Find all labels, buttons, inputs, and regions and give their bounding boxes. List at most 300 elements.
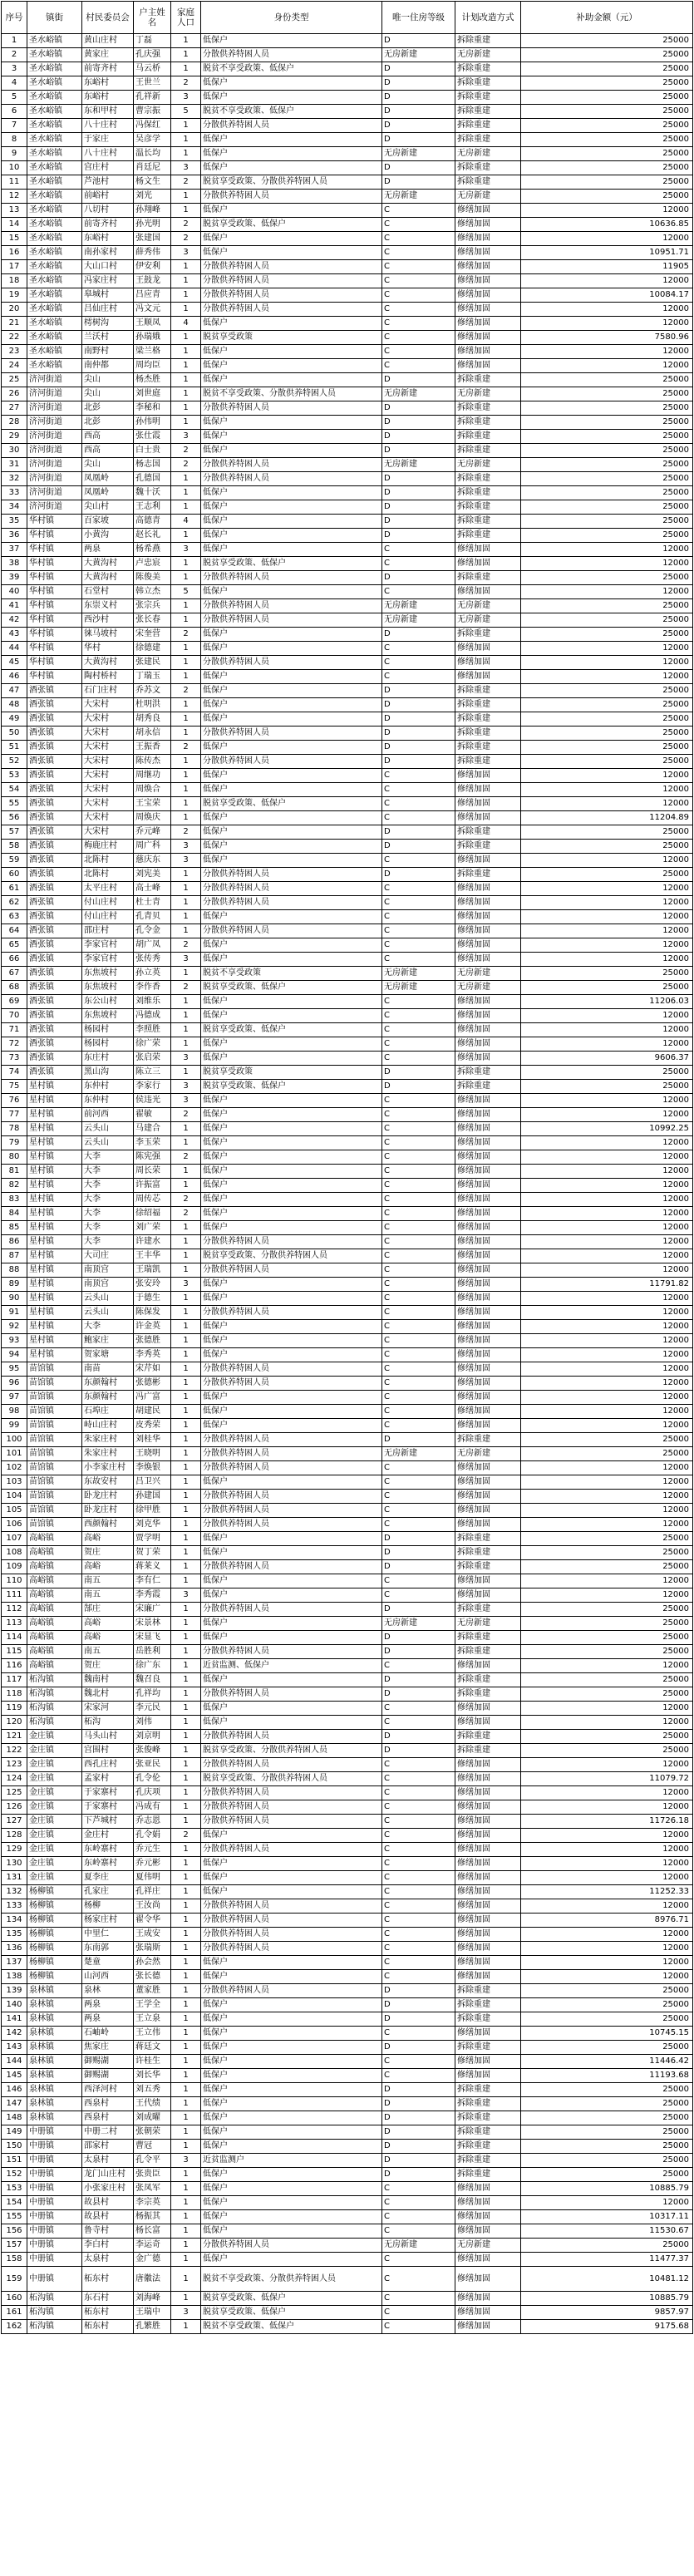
- family-size-cell: 1: [171, 656, 201, 670]
- identity-type-cell: 低保户: [201, 359, 382, 373]
- subsidy-amount-cell: 25000: [521, 1687, 693, 1702]
- town-cell: 金庄镇: [27, 1800, 82, 1815]
- village-cell: 八十庄村: [82, 147, 134, 161]
- village-cell: 龙门山庄村: [82, 2168, 134, 2182]
- family-size-cell: 1: [171, 1645, 201, 1659]
- town-cell: 酒张镇: [27, 868, 82, 882]
- table-row: [2, 882, 693, 896]
- family-size-cell: 2: [171, 741, 201, 755]
- table-row: [2, 345, 693, 359]
- table-row: [2, 1306, 693, 1320]
- town-cell: 华村镇: [27, 628, 82, 642]
- family-size-cell: 1: [171, 2224, 201, 2239]
- row-number: 75: [2, 1080, 27, 1094]
- subsidy-amount-cell: 12000: [521, 1588, 693, 1603]
- housing-grade-cell: C: [382, 331, 455, 345]
- row-number: 24: [2, 359, 27, 373]
- town-cell: 杨柳镇: [27, 1885, 82, 1899]
- renovation-method-cell: 修缮加固: [455, 1249, 521, 1263]
- identity-type-cell: 低保户: [201, 825, 382, 840]
- subsidy-amount-cell: 10636.85: [521, 218, 693, 232]
- village-cell: 杨园村: [82, 1037, 134, 1052]
- family-size-cell: 1: [171, 416, 201, 430]
- subsidy-amount-cell: 11193.68: [521, 2069, 693, 2083]
- renovation-method-cell: 修缮加固: [455, 557, 521, 571]
- identity-type-cell: 低保户: [201, 1320, 382, 1334]
- row-number: 33: [2, 486, 27, 500]
- identity-type-cell: 分散供养特困人员: [201, 472, 382, 486]
- row-number: 132: [2, 1885, 27, 1899]
- row-number: 48: [2, 698, 27, 712]
- table-row: [2, 2210, 693, 2224]
- householder-cell: 杜士青: [134, 896, 171, 910]
- row-number: 97: [2, 1391, 27, 1405]
- householder-cell: 宋芹如: [134, 1362, 171, 1377]
- householder-cell: 薛秀伟: [134, 246, 171, 260]
- subsidy-amount-cell: 25000: [521, 1546, 693, 1560]
- householder-cell: 宋景林: [134, 1617, 171, 1631]
- table-row: [2, 953, 693, 967]
- renovation-method-cell: 拆除重建: [455, 1631, 521, 1645]
- subsidy-amount-cell: 25000: [521, 515, 693, 529]
- housing-grade-cell: C: [382, 910, 455, 924]
- table-row: [2, 1829, 693, 1843]
- town-cell: 圣水峪镇: [27, 218, 82, 232]
- householder-cell: 王鼓龙: [134, 274, 171, 288]
- householder-cell: 张贵臣: [134, 2168, 171, 2182]
- family-size-cell: 1: [171, 190, 201, 204]
- householder-cell: 杨长富: [134, 2224, 171, 2239]
- householder-cell: 吴彦学: [134, 133, 171, 147]
- row-number: 105: [2, 1504, 27, 1518]
- header-town: 镇街: [27, 2, 82, 34]
- row-number: 61: [2, 882, 27, 896]
- subsidy-amount-cell: 12000: [521, 924, 693, 938]
- row-number: 60: [2, 868, 27, 882]
- identity-type-cell: 分散供养特困人员: [201, 1447, 382, 1461]
- row-number: 134: [2, 1914, 27, 1928]
- village-cell: 东颜翰村: [82, 1377, 134, 1391]
- identity-type-cell: 低保户: [201, 783, 382, 797]
- subsidy-amount-cell: 12000: [521, 1419, 693, 1433]
- town-cell: 酒张镇: [27, 783, 82, 797]
- table-row: [2, 642, 693, 656]
- subsidy-amount-cell: 25000: [521, 486, 693, 500]
- identity-type-cell: 低保户: [201, 1871, 382, 1885]
- family-size-cell: 1: [171, 755, 201, 769]
- town-cell: 华村镇: [27, 585, 82, 599]
- row-number: 64: [2, 924, 27, 938]
- identity-type-cell: 低保户: [201, 628, 382, 642]
- row-number: 12: [2, 190, 27, 204]
- subsidy-amount-cell: 12000: [521, 1235, 693, 1249]
- family-size-cell: 2: [171, 1829, 201, 1843]
- housing-grade-cell: C: [382, 953, 455, 967]
- row-number: 112: [2, 1603, 27, 1617]
- row-number: 100: [2, 1433, 27, 1447]
- row-number: 126: [2, 1800, 27, 1815]
- subsidy-amount-cell: 25000: [521, 48, 693, 62]
- town-cell: 酒张镇: [27, 1037, 82, 1052]
- family-size-cell: 1: [171, 882, 201, 896]
- subsidy-amount-cell: 25000: [521, 1984, 693, 1998]
- housing-grade-cell: C: [382, 585, 455, 599]
- village-cell: 东焦坡村: [82, 967, 134, 981]
- housing-grade-cell: 无房新建: [382, 458, 455, 472]
- identity-type-cell: 脱贫享受政策、低保户: [201, 981, 382, 995]
- identity-type-cell: 低保户: [201, 2125, 382, 2140]
- village-cell: 大李: [82, 1221, 134, 1235]
- family-size-cell: 1: [171, 2027, 201, 2041]
- identity-type-cell: 低保户: [201, 515, 382, 529]
- row-number: 118: [2, 1687, 27, 1702]
- renovation-method-cell: 修缮加固: [455, 1306, 521, 1320]
- housing-grade-cell: C: [382, 1391, 455, 1405]
- town-cell: 圣水峪镇: [27, 62, 82, 76]
- row-number: 30: [2, 444, 27, 458]
- renovation-method-cell: 拆除重建: [455, 1560, 521, 1574]
- header-village: 村民委员会: [82, 2, 134, 34]
- town-cell: 华村镇: [27, 543, 82, 557]
- table-row: [2, 373, 693, 387]
- table-row: [2, 1603, 693, 1617]
- subsidy-amount-cell: 25000: [521, 1617, 693, 1631]
- family-size-cell: 1: [171, 783, 201, 797]
- row-number: 106: [2, 1518, 27, 1532]
- village-cell: 邵家村: [82, 2140, 134, 2154]
- town-cell: 星村镇: [27, 1136, 82, 1150]
- table-row: [2, 2224, 693, 2239]
- town-cell: 酒张镇: [27, 854, 82, 868]
- family-size-cell: 1: [171, 2125, 201, 2140]
- family-size-cell: 1: [171, 1179, 201, 1193]
- row-number: 122: [2, 1744, 27, 1758]
- town-cell: 圣水峪镇: [27, 147, 82, 161]
- householder-cell: 刘京明: [134, 1730, 171, 1744]
- identity-type-cell: 低保户: [201, 712, 382, 727]
- town-cell: 中册镇: [27, 2125, 82, 2140]
- town-cell: 酒张镇: [27, 1066, 82, 1080]
- town-cell: 苗馆镇: [27, 1362, 82, 1377]
- subsidy-amount-cell: 7580.96: [521, 331, 693, 345]
- row-number: 135: [2, 1928, 27, 1942]
- family-size-cell: 1: [171, 2083, 201, 2097]
- identity-type-cell: 分散供养特困人员: [201, 896, 382, 910]
- table-row: [2, 161, 693, 175]
- town-cell: 中册镇: [27, 2154, 82, 2168]
- row-number: 154: [2, 2196, 27, 2210]
- row-number: 89: [2, 1278, 27, 1292]
- householder-cell: 孔令平: [134, 2154, 171, 2168]
- table-row: [2, 1235, 693, 1249]
- family-size-cell: 1: [171, 1433, 201, 1447]
- renovation-method-cell: 拆除重建: [455, 1673, 521, 1687]
- householder-cell: 李作香: [134, 981, 171, 995]
- housing-grade-cell: C: [382, 1843, 455, 1857]
- housing-grade-cell: C: [382, 2210, 455, 2224]
- family-size-cell: 1: [171, 1405, 201, 1419]
- subsidy-amount-cell: 25000: [521, 458, 693, 472]
- table-row: [2, 1673, 693, 1687]
- town-cell: 泉林镇: [27, 2069, 82, 2083]
- housing-grade-cell: C: [382, 274, 455, 288]
- family-size-cell: 1: [171, 571, 201, 585]
- subsidy-amount-cell: 25000: [521, 698, 693, 712]
- row-number: 121: [2, 1730, 27, 1744]
- householder-cell: 乔元峰: [134, 825, 171, 840]
- householder-cell: 张安玲: [134, 1278, 171, 1292]
- housing-grade-cell: D: [382, 62, 455, 76]
- table-row: [2, 2320, 693, 2334]
- town-cell: 济河街道: [27, 444, 82, 458]
- row-number: 119: [2, 1702, 27, 1716]
- family-size-cell: 1: [171, 1391, 201, 1405]
- town-cell: 高峪镇: [27, 1574, 82, 1588]
- householder-cell: 张凤军: [134, 2182, 171, 2196]
- subsidy-amount-cell: 12000: [521, 769, 693, 783]
- village-cell: 芦池村: [82, 175, 134, 190]
- village-cell: 东庄村: [82, 1052, 134, 1066]
- renovation-method-cell: 修缮加固: [455, 1574, 521, 1588]
- renovation-method-cell: 拆除重建: [455, 444, 521, 458]
- householder-cell: 孔令伦: [134, 1772, 171, 1786]
- village-cell: 楚童: [82, 1956, 134, 1970]
- housing-grade-cell: C: [382, 1179, 455, 1193]
- town-cell: 圣水峪镇: [27, 91, 82, 105]
- row-number: 86: [2, 1235, 27, 1249]
- renovation-method-cell: 无房新建: [455, 599, 521, 613]
- identity-type-cell: 低保户: [201, 642, 382, 656]
- housing-grade-cell: D: [382, 2097, 455, 2111]
- town-cell: 高峪镇: [27, 1560, 82, 1574]
- identity-type-cell: 脱贫享受政策、分散供养特困人员: [201, 1744, 382, 1758]
- table-row: [2, 981, 693, 995]
- family-size-cell: 1: [171, 2140, 201, 2154]
- identity-type-cell: 低保户: [201, 2224, 382, 2239]
- table-row: [2, 1023, 693, 1037]
- table-row: [2, 769, 693, 783]
- subsidy-amount-cell: 11726.18: [521, 1815, 693, 1829]
- housing-grade-cell: D: [382, 727, 455, 741]
- row-number: 69: [2, 995, 27, 1009]
- row-number: 62: [2, 896, 27, 910]
- table-row: [2, 430, 693, 444]
- table-row: [2, 2196, 693, 2210]
- identity-type-cell: 分散供养特困人员: [201, 1433, 382, 1447]
- town-cell: 柘沟镇: [27, 2292, 82, 2306]
- family-size-cell: 1: [171, 1772, 201, 1786]
- subsidy-amount-cell: 25000: [521, 613, 693, 628]
- village-cell: 朱家庄村: [82, 1433, 134, 1447]
- family-size-cell: 1: [171, 274, 201, 288]
- householder-cell: 张亚民: [134, 1758, 171, 1772]
- housing-grade-cell: C: [382, 1023, 455, 1037]
- village-cell: 东颜翰村: [82, 1391, 134, 1405]
- householder-cell: 陈宪强: [134, 1150, 171, 1165]
- identity-type-cell: 低保户: [201, 1009, 382, 1023]
- householder-cell: 王立泉: [134, 2012, 171, 2027]
- village-cell: 陶村桥村: [82, 670, 134, 684]
- renovation-method-cell: 拆除重建: [455, 416, 521, 430]
- housing-grade-cell: C: [382, 1320, 455, 1334]
- housing-grade-cell: C: [382, 288, 455, 303]
- family-size-cell: 2: [171, 1108, 201, 1122]
- family-size-cell: 1: [171, 204, 201, 218]
- renovation-method-cell: 修缮加固: [455, 1461, 521, 1475]
- row-number: 85: [2, 1221, 27, 1235]
- householder-cell: 徐甲胜: [134, 1504, 171, 1518]
- subsidy-amount-cell: 12000: [521, 1037, 693, 1052]
- housing-grade-cell: C: [382, 1122, 455, 1136]
- family-size-cell: 1: [171, 1348, 201, 1362]
- housing-grade-cell: D: [382, 741, 455, 755]
- village-cell: 南五: [82, 1588, 134, 1603]
- subsidy-amount-cell: 25000: [521, 161, 693, 175]
- housing-grade-cell: C: [382, 1419, 455, 1433]
- householder-cell: 刘克华: [134, 1518, 171, 1532]
- village-cell: 尖山: [82, 458, 134, 472]
- householder-cell: 孔德国: [134, 472, 171, 486]
- housing-grade-cell: 无房新建: [382, 190, 455, 204]
- village-cell: 东仲村: [82, 1080, 134, 1094]
- subsidy-amount-cell: 25000: [521, 1447, 693, 1461]
- householder-cell: 许振富: [134, 1179, 171, 1193]
- subsidy-amount-cell: 12000: [521, 854, 693, 868]
- row-number: 36: [2, 529, 27, 543]
- householder-cell: 王汝尚: [134, 1899, 171, 1914]
- subsidy-amount-cell: 12000: [521, 1391, 693, 1405]
- identity-type-cell: 分散供养特困人员: [201, 48, 382, 62]
- table-row: [2, 486, 693, 500]
- subsidy-amount-cell: 12000: [521, 1221, 693, 1235]
- table-row: [2, 840, 693, 854]
- householder-cell: 董家胜: [134, 1984, 171, 1998]
- householder-cell: 王立伟: [134, 2027, 171, 2041]
- housing-grade-cell: C: [382, 1716, 455, 1730]
- row-number: 94: [2, 1348, 27, 1362]
- identity-type-cell: 低保户: [201, 995, 382, 1009]
- village-cell: 南仲都: [82, 359, 134, 373]
- table-row: [2, 91, 693, 105]
- identity-type-cell: 低保户: [201, 1122, 382, 1136]
- subsidy-amount-cell: 12000: [521, 1136, 693, 1150]
- row-number: 29: [2, 430, 27, 444]
- housing-grade-cell: C: [382, 1165, 455, 1179]
- town-cell: 苗馆镇: [27, 1475, 82, 1490]
- identity-type-cell: 低保户: [201, 670, 382, 684]
- householder-cell: 孔繁胜: [134, 2320, 171, 2334]
- housing-grade-cell: C: [382, 2306, 455, 2320]
- subsidy-amount-cell: 12000: [521, 204, 693, 218]
- header-subsidy-amount: 补助金额（元）: [521, 2, 693, 34]
- housing-grade-cell: D: [382, 1744, 455, 1758]
- renovation-method-cell: 修缮加固: [455, 260, 521, 274]
- village-cell: 大山口村: [82, 260, 134, 274]
- row-number: 158: [2, 2253, 27, 2267]
- village-cell: 邵庄村: [82, 924, 134, 938]
- renovation-method-cell: 修缮加固: [455, 910, 521, 924]
- housing-grade-cell: C: [382, 1094, 455, 1108]
- housing-grade-cell: C: [382, 1278, 455, 1292]
- header-row: [2, 2, 693, 34]
- row-number: 70: [2, 1009, 27, 1023]
- town-cell: 酒张镇: [27, 924, 82, 938]
- renovation-method-cell: 拆除重建: [455, 91, 521, 105]
- subsidy-amount-cell: 25000: [521, 190, 693, 204]
- renovation-method-cell: 无房新建: [455, 190, 521, 204]
- renovation-method-cell: 拆除重建: [455, 1998, 521, 2012]
- table-row: [2, 854, 693, 868]
- town-cell: 济河街道: [27, 416, 82, 430]
- row-number: 20: [2, 303, 27, 317]
- row-number: 17: [2, 260, 27, 274]
- housing-grade-cell: C: [382, 1334, 455, 1348]
- renovation-method-cell: 修缮加固: [455, 656, 521, 670]
- identity-type-cell: 分散供养特困人员: [201, 1461, 382, 1475]
- renovation-method-cell: 修缮加固: [455, 317, 521, 331]
- table-row: [2, 1348, 693, 1362]
- householder-cell: 乔元生: [134, 1843, 171, 1857]
- identity-type-cell: 分散供养特困人员: [201, 1560, 382, 1574]
- subsidy-amount-cell: 25000: [521, 1744, 693, 1758]
- row-number: 149: [2, 2125, 27, 2140]
- renovation-method-cell: 修缮加固: [455, 1928, 521, 1942]
- subsidy-amount-cell: 25000: [521, 147, 693, 161]
- table-row: [2, 557, 693, 571]
- family-size-cell: 1: [171, 1687, 201, 1702]
- family-size-cell: 1: [171, 1249, 201, 1263]
- householder-cell: 陈立三: [134, 1066, 171, 1080]
- householder-cell: 周继功: [134, 769, 171, 783]
- town-cell: 圣水峪镇: [27, 161, 82, 175]
- town-cell: 酒张镇: [27, 938, 82, 953]
- householder-cell: 孔祥庄: [134, 1885, 171, 1899]
- subsidy-amount-cell: 9175.68: [521, 2320, 693, 2334]
- housing-grade-cell: C: [382, 1377, 455, 1391]
- housing-grade-cell: D: [382, 2012, 455, 2027]
- family-size-cell: 1: [171, 967, 201, 981]
- housing-grade-cell: C: [382, 924, 455, 938]
- housing-grade-cell: C: [382, 2069, 455, 2083]
- town-cell: 圣水峪镇: [27, 331, 82, 345]
- householder-cell: 胡广凤: [134, 938, 171, 953]
- householder-cell: 孔青贝: [134, 910, 171, 924]
- table-row: [2, 1914, 693, 1928]
- subsidy-amount-cell: 12000: [521, 1334, 693, 1348]
- identity-type-cell: 分散供养特困人员: [201, 260, 382, 274]
- table-row: [2, 2111, 693, 2125]
- family-size-cell: 3: [171, 840, 201, 854]
- housing-grade-cell: C: [382, 1800, 455, 1815]
- renovation-method-cell: 修缮加固: [455, 204, 521, 218]
- village-cell: 魏北村: [82, 1687, 134, 1702]
- table-row: [2, 218, 693, 232]
- identity-type-cell: 低保户: [201, 1673, 382, 1687]
- village-cell: 两泉: [82, 2012, 134, 2027]
- subsidy-amount-cell: 25000: [521, 529, 693, 543]
- housing-grade-cell: D: [382, 1984, 455, 1998]
- identity-type-cell: 低保户: [201, 2253, 382, 2267]
- householder-cell: 孙会然: [134, 1956, 171, 1970]
- family-size-cell: 1: [171, 133, 201, 147]
- family-size-cell: 2: [171, 684, 201, 698]
- householder-cell: 许建水: [134, 1235, 171, 1249]
- town-cell: 星村镇: [27, 1278, 82, 1292]
- housing-grade-cell: C: [382, 1263, 455, 1278]
- renovation-method-cell: 修缮加固: [455, 1108, 521, 1122]
- row-number: 47: [2, 684, 27, 698]
- table-row: [2, 1447, 693, 1461]
